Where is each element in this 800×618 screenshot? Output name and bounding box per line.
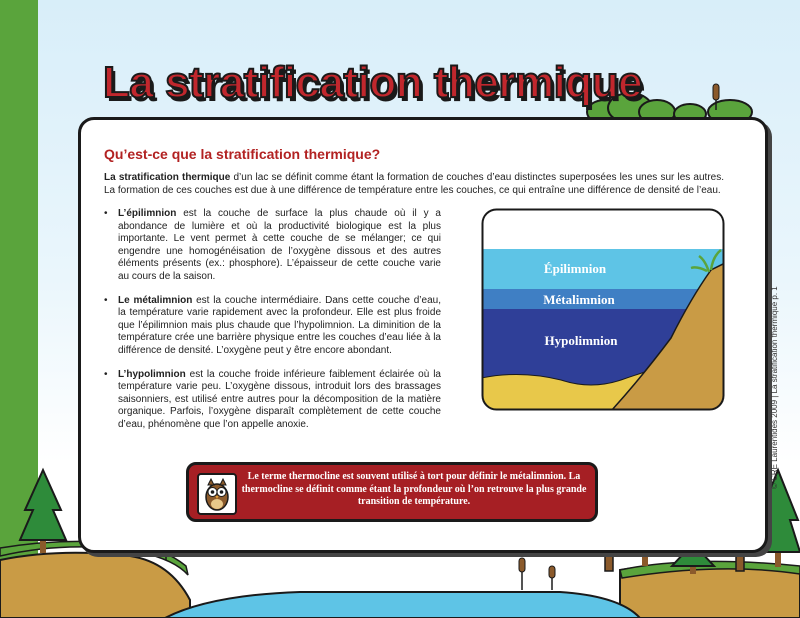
list-item-epilimnion (104, 208, 441, 284)
text-hypolimnion: est la couche froide inférieure faiblement éclairée où la température varie peu. L’oxygène dissous, introduit lors des brassages saisonniers, est utilisé entre autres pour la décomposition de la matière organique. Parfois, l’oxygène disparaît complètement de cette couche d’eau, phénomène que l’on appelle anoxie. (118, 368, 441, 430)
lake-water (165, 592, 640, 618)
intro-term: La stratification thermique (104, 172, 231, 183)
lake-stratification-diagram (481, 208, 725, 411)
term-epilimnion: L’épilimnion (118, 208, 177, 219)
term-hypolimnion: L’hypolimnion (118, 368, 186, 380)
owl-icon (197, 473, 237, 515)
text-metalimnion: est la couche intermédiaire. Dans cette couche d’eau, la température varie rapidement avec la profondeur. Elle est plus froide que l’épilimnion mais plus chaude que l’hypolimnion. La diminition de la température crée une barrière physique entre les couches d’eau liée à la différence de densité. L’oxygène peut y être encore abondant. (118, 294, 441, 356)
cattail-right (519, 558, 555, 590)
intro-paragraph (104, 171, 724, 197)
term-metalimnion: Le métalimnion (118, 294, 193, 306)
section-subtitle: Qu’est-ce que la stratification thermique? (104, 146, 381, 162)
label-hypolimnion: Hypolimnion (544, 333, 618, 348)
text-epilimnion: est la couche de surface la plus chaude où il y a abondance de lumière et où la productivité biologique est la plus importante. Le vent permet à cette couche de se mélanger; ce qui engendre une homogénéisation de l’oxygène dissous et des autres éléments présents (ex.: phosphore). L’épaisseur de cette couche varie au cours de la saison. (118, 208, 441, 282)
label-metalimnion: Métalimnion (543, 292, 615, 307)
side-credit: © CRE Laurentides 2009 | La stratification thermique p. 1 (770, 286, 779, 489)
note-text: Le terme thermocline est souvent utilisé à tort pour définir le métalimnion. La thermocline se définit comme étant la profondeur où l’on retrouve la plus grande transition de température. (241, 471, 587, 507)
thermocline-note (186, 462, 598, 522)
pine-tree-left (20, 470, 66, 553)
list-item-hypolimnion (104, 369, 441, 432)
page-title: La stratification thermique (103, 58, 643, 107)
list-item-metalimnion (104, 295, 441, 358)
label-epilimnion: Épilimnion (543, 261, 607, 276)
intro-text: d’un lac se définit comme étant la formation de couches d’eau distinctes superposées les unes sur les autres. La formation de ces couches est due à une différence de température entre les couches, ce qui entraîne une différence de densité de l’eau. (104, 172, 724, 196)
layer-list (104, 208, 441, 443)
